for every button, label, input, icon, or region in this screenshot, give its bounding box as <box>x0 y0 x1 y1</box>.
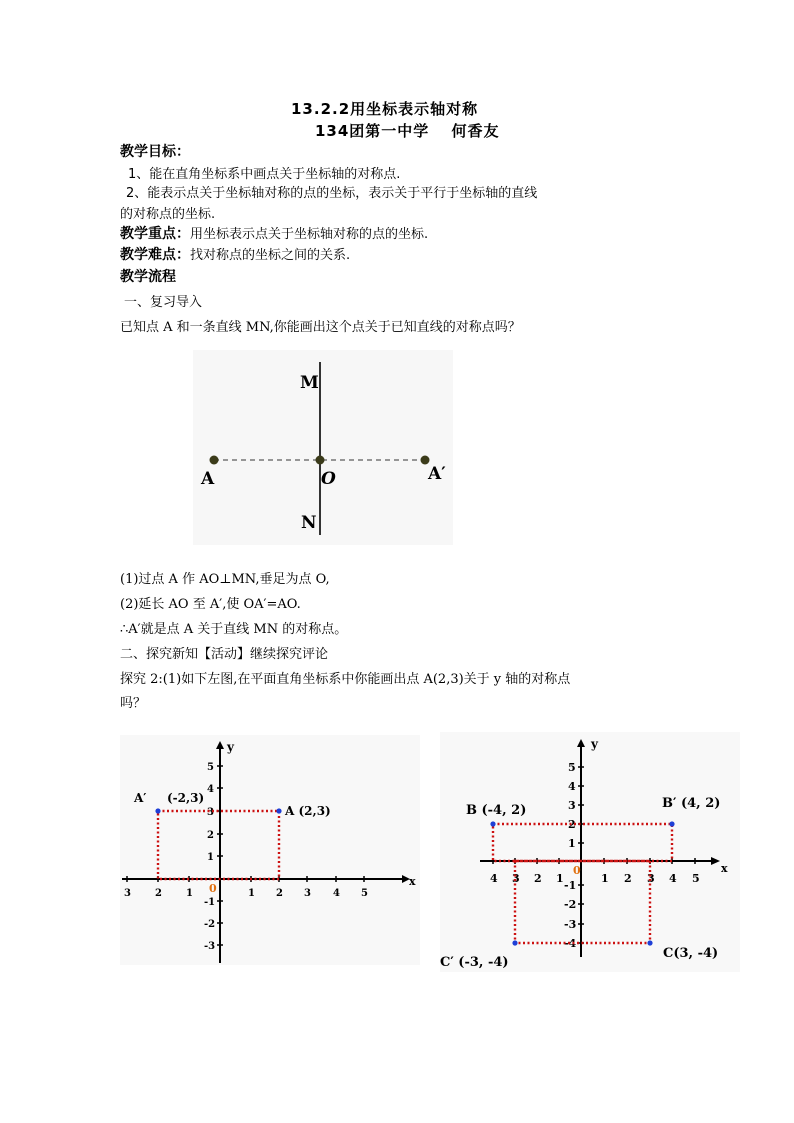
y-tick-label: 4 <box>207 784 214 795</box>
section2-question-cont: 吗？ <box>120 696 147 711</box>
graph-right-bg <box>440 732 740 972</box>
y-tick-label: -3 <box>564 918 577 931</box>
point-a-dot <box>276 808 281 813</box>
y-tick-label: -1 <box>204 897 216 908</box>
point-b-prime-dot <box>669 821 674 826</box>
x-tick-label: 3 <box>304 888 311 899</box>
y-tick-label: 2 <box>207 830 214 841</box>
point-b-prime-label: B′ (4, 2) <box>662 796 721 811</box>
x-axis-label: x <box>409 875 416 888</box>
y-tick-label: -1 <box>564 879 577 892</box>
y-tick-label: 3 <box>207 807 214 818</box>
page-title: 13.2.2用坐标表示轴对称 <box>291 100 479 118</box>
label-a-prime: A′ <box>428 464 446 484</box>
point-b-label: B (-4, 2) <box>466 803 527 818</box>
origin-label: 0 <box>209 882 217 895</box>
section2-heading: 二、探究新知【活动】继续探究评论 <box>120 647 329 662</box>
point-a-prime-dot <box>155 808 160 813</box>
x-tick-label: 1 <box>248 888 255 899</box>
key-point <box>120 223 428 243</box>
section1-heading: 一、复习导入 <box>124 295 203 310</box>
figure-background <box>193 350 453 545</box>
point-c-prime-label: C′ (-3, -4) <box>440 955 509 970</box>
step-2: (2)延长 AO 至 A′,使 OA′=AO. <box>120 597 301 612</box>
y-tick-label: 3 <box>568 799 576 812</box>
conclusion: ∴A′就是点 A 关于直线 MN 的对称点。 <box>120 622 348 637</box>
x-tick-label: 1 <box>601 872 609 885</box>
label-n: N <box>301 513 317 533</box>
y-tick-label: -4 <box>564 937 577 950</box>
goals-heading: 教学目标： <box>120 144 190 160</box>
y-axis-label: y <box>227 740 234 754</box>
point-a-prime-name: A′ <box>134 791 147 805</box>
graph-right <box>440 732 740 972</box>
x-tick-label: 2 <box>534 872 542 885</box>
y-tick-label: -3 <box>204 941 216 952</box>
point-o <box>316 456 325 465</box>
y-tick-label: 4 <box>568 780 576 793</box>
x-tick-label: 2 <box>276 888 283 899</box>
goal-item-1: 1、能在直角坐标系中画点关于坐标轴的对称点. <box>128 167 401 182</box>
x-tick-label: 4 <box>669 872 677 885</box>
label-o: O <box>321 469 336 489</box>
y-tick-label: 2 <box>568 818 576 831</box>
point-c-label: C(3, -4) <box>663 946 719 961</box>
y-tick-label: -2 <box>564 898 577 911</box>
y-tick-label: 1 <box>568 837 576 850</box>
step-1: (1)过点 A 作 AO⊥MN,垂足为点 O, <box>120 572 330 587</box>
y-axis-label: y <box>591 737 598 751</box>
x-tick-label: 2 <box>624 872 632 885</box>
point-c-prime-dot <box>512 940 517 945</box>
y-tick-label: 5 <box>568 761 576 774</box>
x-axis-label: x <box>721 862 728 875</box>
point-a-prime-coord: (-2,3) <box>167 791 205 805</box>
difficulty-text: 找对称点的坐标之间的关系. <box>190 248 351 263</box>
key-point-text: 用坐标表示点关于坐标轴对称的点的坐标. <box>190 227 429 242</box>
graph-left <box>120 735 420 965</box>
x-tick-label: 3 <box>647 872 655 885</box>
figure-mn-symmetry <box>193 350 453 545</box>
point-b-dot <box>490 821 495 826</box>
key-point-label: 教学重点： <box>120 226 190 242</box>
y-tick-label: 1 <box>207 852 214 863</box>
label-m: M <box>300 373 319 393</box>
difficulty-label: 教学难点： <box>120 247 190 263</box>
x-tick-label: 1 <box>556 872 564 885</box>
graph-left-bg <box>120 735 420 965</box>
label-a: A <box>201 469 215 489</box>
x-tick-label: 1 <box>186 888 193 899</box>
point-a-label: A (2,3) <box>285 804 331 818</box>
x-tick-label: 5 <box>361 888 368 899</box>
x-tick-label: 3 <box>124 888 131 899</box>
y-tick-label: 5 <box>207 762 214 773</box>
difficulty <box>120 244 350 264</box>
section2-question: 探究 2:(1)如下左图,在平面直角坐标系中你能画出点 A(2,3)关于 y 轴的对称点 <box>120 672 571 687</box>
x-tick-label: 4 <box>490 872 498 885</box>
author-line: 134团第一中学 何香友 <box>315 122 500 140</box>
goal-item-2-cont: 的对称点的坐标. <box>120 207 216 222</box>
x-tick-label: 3 <box>512 872 520 885</box>
flow-heading: 教学流程 <box>120 269 176 285</box>
y-tick-label: -2 <box>204 919 216 930</box>
x-tick-label: 5 <box>692 872 700 885</box>
point-c-dot <box>647 940 652 945</box>
origin-label: 0 <box>573 864 581 877</box>
goal-item-2: 2、能表示点关于坐标轴对称的点的坐标，表示关于平行于坐标轴的直线 <box>126 186 538 201</box>
x-tick-label: 4 <box>333 888 340 899</box>
section1-question: 已知点 A 和一条直线 MN,你能画出这个点关于已知直线的对称点吗？ <box>120 320 521 335</box>
point-a <box>210 456 219 465</box>
x-tick-label: 2 <box>155 888 162 899</box>
